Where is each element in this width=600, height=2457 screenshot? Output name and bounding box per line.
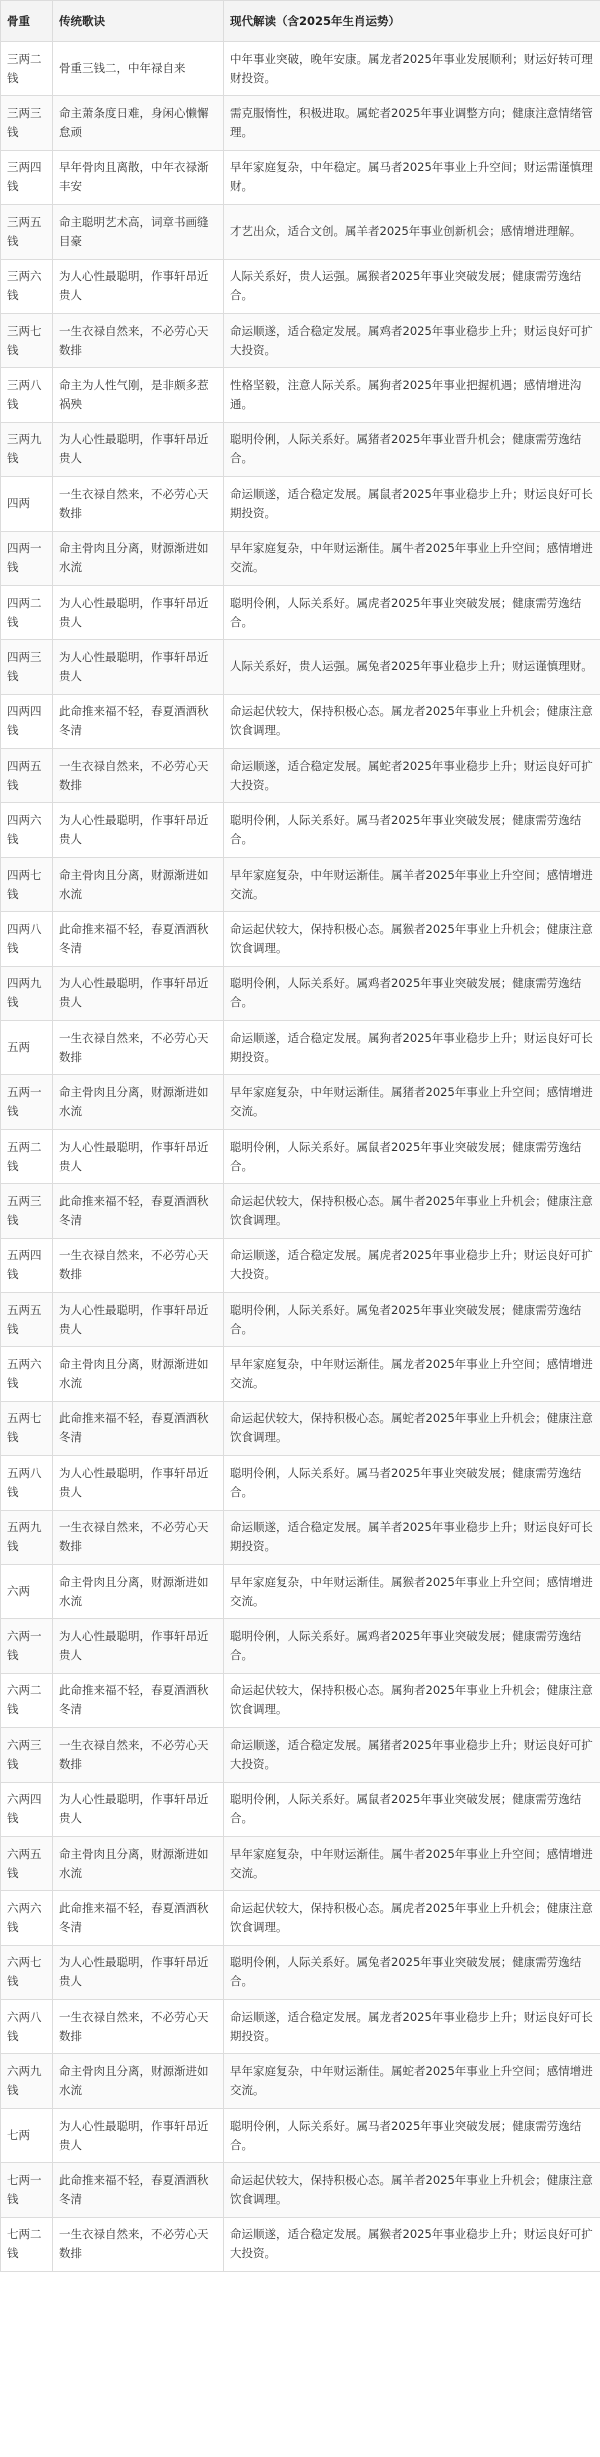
table-row (1, 150, 600, 204)
table-row (1, 1510, 600, 1564)
cell-bone-weight: 五两七钱 (1, 1401, 53, 1455)
table-row (1, 42, 600, 96)
cell-modern-interpretation: 早年家庭复杂，中年财运渐佳。属蛇者2025年事业上升空间；感情增进交流。 (224, 2054, 600, 2108)
cell-traditional-verse: 为人心性最聪明，作事轩昂近贵人 (53, 259, 224, 313)
table-row (1, 1836, 600, 1890)
cell-modern-interpretation: 命运顺遂，适合稳定发展。属鸡者2025年事业稳步上升；财运良好可扩大投资。 (224, 313, 600, 367)
cell-modern-interpretation: 命运起伏较大，保持积极心态。属虎者2025年事业上升机会；健康注意饮食调理。 (224, 1891, 600, 1945)
table-row (1, 96, 600, 150)
cell-traditional-verse: 一生衣禄自然来，不必劳心天数排 (53, 1238, 224, 1292)
table-body (1, 42, 600, 2272)
cell-traditional-verse: 此命推来福不轻，春夏酒酒秋冬清 (53, 2163, 224, 2217)
cell-modern-interpretation: 聪明伶俐，人际关系好。属鼠者2025年事业突破发展；健康需劳逸结合。 (224, 1782, 600, 1836)
cell-bone-weight: 五两 (1, 1021, 53, 1075)
cell-modern-interpretation: 命运顺遂，适合稳定发展。属龙者2025年事业稳步上升；财运良好可长期投资。 (224, 2000, 600, 2054)
cell-bone-weight: 三两五钱 (1, 205, 53, 259)
cell-traditional-verse: 命主骨肉且分离，财源渐进如水流 (53, 531, 224, 585)
cell-traditional-verse: 为人心性最聪明，作事轩昂近贵人 (53, 1292, 224, 1346)
cell-modern-interpretation: 早年家庭复杂，中年财运渐佳。属龙者2025年事业上升空间；感情增进交流。 (224, 1347, 600, 1401)
cell-modern-interpretation: 聪明伶俐，人际关系好。属鸡者2025年事业突破发展；健康需劳逸结合。 (224, 966, 600, 1020)
cell-traditional-verse: 命主骨肉且分离，财源渐进如水流 (53, 1347, 224, 1401)
cell-modern-interpretation: 聪明伶俐，人际关系好。属兔者2025年事业突破发展；健康需劳逸结合。 (224, 1292, 600, 1346)
cell-bone-weight: 四两一钱 (1, 531, 53, 585)
cell-modern-interpretation: 命运顺遂，适合稳定发展。属狗者2025年事业稳步上升；财运良好可长期投资。 (224, 1021, 600, 1075)
table-row (1, 1129, 600, 1183)
cell-traditional-verse: 为人心性最聪明，作事轩昂近贵人 (53, 1945, 224, 1999)
cell-traditional-verse: 此命推来福不轻，春夏酒酒秋冬清 (53, 1401, 224, 1455)
table-header (1, 1, 600, 42)
cell-modern-interpretation: 命运顺遂，适合稳定发展。属猪者2025年事业稳步上升；财运良好可扩大投资。 (224, 1728, 600, 1782)
cell-traditional-verse: 一生衣禄自然来，不必劳心天数排 (53, 477, 224, 531)
table-row (1, 422, 600, 476)
cell-modern-interpretation: 早年家庭复杂，中年财运渐佳。属牛者2025年事业上升空间；感情增进交流。 (224, 1836, 600, 1890)
cell-bone-weight: 五两八钱 (1, 1456, 53, 1510)
table-row (1, 1347, 600, 1401)
cell-traditional-verse: 为人心性最聪明，作事轩昂近贵人 (53, 803, 224, 857)
cell-traditional-verse: 一生衣禄自然来，不必劳心天数排 (53, 1728, 224, 1782)
table-row (1, 1619, 600, 1673)
cell-traditional-verse: 为人心性最聪明，作事轩昂近贵人 (53, 1456, 224, 1510)
cell-bone-weight: 四两五钱 (1, 749, 53, 803)
cell-bone-weight: 六两 (1, 1564, 53, 1618)
cell-modern-interpretation: 早年家庭复杂，中年财运渐佳。属猴者2025年事业上升空间；感情增进交流。 (224, 1564, 600, 1618)
table-row (1, 857, 600, 911)
cell-bone-weight: 六两七钱 (1, 1945, 53, 1999)
table-row (1, 1401, 600, 1455)
table-row (1, 1238, 600, 1292)
cell-traditional-verse: 命主骨肉且分离，财源渐进如水流 (53, 857, 224, 911)
cell-traditional-verse: 为人心性最聪明，作事轩昂近贵人 (53, 585, 224, 639)
cell-modern-interpretation: 聪明伶俐，人际关系好。属猪者2025年事业晋升机会；健康需劳逸结合。 (224, 422, 600, 476)
table-row (1, 640, 600, 694)
cell-modern-interpretation: 聪明伶俐，人际关系好。属马者2025年事业突破发展；健康需劳逸结合。 (224, 803, 600, 857)
cell-modern-interpretation: 人际关系好，贵人运强。属兔者2025年事业稳步上升；财运谨慎理财。 (224, 640, 600, 694)
header-row (1, 1, 600, 42)
cell-modern-interpretation: 命运顺遂，适合稳定发展。属羊者2025年事业稳步上升；财运良好可长期投资。 (224, 1510, 600, 1564)
table-row (1, 1782, 600, 1836)
table-row (1, 531, 600, 585)
cell-modern-interpretation: 早年家庭复杂，中年稳定。属马者2025年事业上升空间；财运需谨慎理财。 (224, 150, 600, 204)
cell-modern-interpretation: 命运顺遂，适合稳定发展。属猴者2025年事业稳步上升；财运良好可扩大投资。 (224, 2217, 600, 2271)
cell-bone-weight: 三两三钱 (1, 96, 53, 150)
cell-traditional-verse: 为人心性最聪明，作事轩昂近贵人 (53, 1619, 224, 1673)
cell-traditional-verse: 此命推来福不轻，春夏酒酒秋冬清 (53, 912, 224, 966)
cell-modern-interpretation: 聪明伶俐，人际关系好。属兔者2025年事业突破发展；健康需劳逸结合。 (224, 1945, 600, 1999)
cell-modern-interpretation: 性格坚毅，注意人际关系。属狗者2025年事业把握机遇；感情增进沟通。 (224, 368, 600, 422)
cell-traditional-verse: 命主萧条度日难，身闲心懒懈怠顽 (53, 96, 224, 150)
table-row (1, 1021, 600, 1075)
table-row (1, 2054, 600, 2108)
cell-bone-weight: 三两八钱 (1, 368, 53, 422)
cell-bone-weight: 七两二钱 (1, 2217, 53, 2271)
table-row (1, 1673, 600, 1727)
cell-traditional-verse: 为人心性最聪明，作事轩昂近贵人 (53, 422, 224, 476)
cell-modern-interpretation: 需克服惰性，积极进取。属蛇者2025年事业调整方向；健康注意情绪管理。 (224, 96, 600, 150)
cell-traditional-verse: 为人心性最聪明，作事轩昂近贵人 (53, 966, 224, 1020)
cell-traditional-verse: 命主骨肉且分离，财源渐进如水流 (53, 1075, 224, 1129)
cell-bone-weight: 六两二钱 (1, 1673, 53, 1727)
table-row (1, 1564, 600, 1618)
table-row (1, 477, 600, 531)
cell-bone-weight: 四两七钱 (1, 857, 53, 911)
cell-bone-weight: 五两三钱 (1, 1184, 53, 1238)
cell-traditional-verse: 早年骨肉且离散，中年衣禄渐丰安 (53, 150, 224, 204)
cell-traditional-verse: 此命推来福不轻，春夏酒酒秋冬清 (53, 694, 224, 748)
table-row (1, 912, 600, 966)
cell-bone-weight: 六两三钱 (1, 1728, 53, 1782)
table-row (1, 966, 600, 1020)
cell-traditional-verse: 为人心性最聪明，作事轩昂近贵人 (53, 2108, 224, 2162)
cell-bone-weight: 六两九钱 (1, 2054, 53, 2108)
cell-traditional-verse: 命主为人性气刚，是非颇多惹祸殃 (53, 368, 224, 422)
cell-bone-weight: 五两六钱 (1, 1347, 53, 1401)
cell-modern-interpretation: 聪明伶俐，人际关系好。属鸡者2025年事业突破发展；健康需劳逸结合。 (224, 1619, 600, 1673)
cell-modern-interpretation: 早年家庭复杂，中年财运渐佳。属羊者2025年事业上升空间；感情增进交流。 (224, 857, 600, 911)
table-row (1, 259, 600, 313)
cell-bone-weight: 三两二钱 (1, 42, 53, 96)
cell-traditional-verse: 命主骨肉且分离，财源渐进如水流 (53, 1564, 224, 1618)
cell-bone-weight: 六两八钱 (1, 2000, 53, 2054)
cell-bone-weight: 四两 (1, 477, 53, 531)
header-bone-weight: 骨重 (1, 1, 53, 42)
cell-modern-interpretation: 中年事业突破，晚年安康。属龙者2025年事业发展顺利；财运好转可理财投资。 (224, 42, 600, 96)
table-row (1, 1945, 600, 1999)
cell-bone-weight: 四两九钱 (1, 966, 53, 1020)
cell-bone-weight: 三两四钱 (1, 150, 53, 204)
table-row (1, 2163, 600, 2217)
table-row (1, 1075, 600, 1129)
cell-modern-interpretation: 命运顺遂，适合稳定发展。属蛇者2025年事业稳步上升；财运良好可扩大投资。 (224, 749, 600, 803)
cell-traditional-verse: 命主骨肉且分离，财源渐进如水流 (53, 1836, 224, 1890)
cell-traditional-verse: 一生衣禄自然来，不必劳心天数排 (53, 2000, 224, 2054)
cell-bone-weight: 五两四钱 (1, 1238, 53, 1292)
table-row (1, 585, 600, 639)
table-row (1, 1184, 600, 1238)
cell-traditional-verse: 一生衣禄自然来，不必劳心天数排 (53, 313, 224, 367)
cell-bone-weight: 七两 (1, 2108, 53, 2162)
table-row (1, 2108, 600, 2162)
cell-modern-interpretation: 才艺出众，适合文创。属羊者2025年事业创新机会；感情增进理解。 (224, 205, 600, 259)
cell-modern-interpretation: 命运顺遂，适合稳定发展。属鼠者2025年事业稳步上升；财运良好可长期投资。 (224, 477, 600, 531)
header-traditional-verse: 传统歌诀 (53, 1, 224, 42)
cell-bone-weight: 三两七钱 (1, 313, 53, 367)
cell-modern-interpretation: 命运起伏较大，保持积极心态。属蛇者2025年事业上升机会；健康注意饮食调理。 (224, 1401, 600, 1455)
cell-bone-weight: 六两四钱 (1, 1782, 53, 1836)
cell-bone-weight: 四两六钱 (1, 803, 53, 857)
cell-bone-weight: 五两一钱 (1, 1075, 53, 1129)
table-row (1, 313, 600, 367)
cell-traditional-verse: 命主聪明艺术高，词章书画缝目豪 (53, 205, 224, 259)
cell-bone-weight: 三两六钱 (1, 259, 53, 313)
cell-traditional-verse: 此命推来福不轻，春夏酒酒秋冬清 (53, 1184, 224, 1238)
cell-traditional-verse: 为人心性最聪明，作事轩昂近贵人 (53, 640, 224, 694)
table-row (1, 205, 600, 259)
cell-modern-interpretation: 人际关系好，贵人运强。属猴者2025年事业突破发展；健康需劳逸结合。 (224, 259, 600, 313)
cell-traditional-verse: 此命推来福不轻，春夏酒酒秋冬清 (53, 1673, 224, 1727)
table-row (1, 2000, 600, 2054)
cell-modern-interpretation: 聪明伶俐，人际关系好。属鼠者2025年事业突破发展；健康需劳逸结合。 (224, 1129, 600, 1183)
table-row (1, 694, 600, 748)
cell-bone-weight: 四两八钱 (1, 912, 53, 966)
cell-traditional-verse: 命主骨肉且分离，财源渐进如水流 (53, 2054, 224, 2108)
cell-bone-weight: 五两五钱 (1, 1292, 53, 1346)
cell-modern-interpretation: 命运顺遂，适合稳定发展。属虎者2025年事业稳步上升；财运良好可扩大投资。 (224, 1238, 600, 1292)
table-row (1, 1292, 600, 1346)
cell-bone-weight: 三两九钱 (1, 422, 53, 476)
cell-traditional-verse: 一生衣禄自然来，不必劳心天数排 (53, 1510, 224, 1564)
table-row (1, 368, 600, 422)
cell-bone-weight: 四两四钱 (1, 694, 53, 748)
cell-modern-interpretation: 聪明伶俐，人际关系好。属马者2025年事业突破发展；健康需劳逸结合。 (224, 2108, 600, 2162)
table-row (1, 2217, 600, 2271)
cell-traditional-verse: 一生衣禄自然来，不必劳心天数排 (53, 2217, 224, 2271)
cell-traditional-verse: 为人心性最聪明，作事轩昂近贵人 (53, 1129, 224, 1183)
table-row (1, 1728, 600, 1782)
cell-traditional-verse: 为人心性最聪明，作事轩昂近贵人 (53, 1782, 224, 1836)
cell-traditional-verse: 一生衣禄自然来，不必劳心天数排 (53, 1021, 224, 1075)
table-row (1, 803, 600, 857)
cell-bone-weight: 六两一钱 (1, 1619, 53, 1673)
cell-bone-weight: 四两二钱 (1, 585, 53, 639)
cell-modern-interpretation: 命运起伏较大，保持积极心态。属牛者2025年事业上升机会；健康注意饮食调理。 (224, 1184, 600, 1238)
table-row (1, 1456, 600, 1510)
cell-bone-weight: 六两五钱 (1, 1836, 53, 1890)
cell-modern-interpretation: 命运起伏较大，保持积极心态。属狗者2025年事业上升机会；健康注意饮食调理。 (224, 1673, 600, 1727)
cell-modern-interpretation: 聪明伶俐，人际关系好。属马者2025年事业突破发展；健康需劳逸结合。 (224, 1456, 600, 1510)
cell-modern-interpretation: 聪明伶俐，人际关系好。属虎者2025年事业突破发展；健康需劳逸结合。 (224, 585, 600, 639)
cell-bone-weight: 六两六钱 (1, 1891, 53, 1945)
cell-traditional-verse: 骨重三钱二，中年禄自来 (53, 42, 224, 96)
header-modern-interpretation: 现代解读（含2025年生肖运势） (224, 1, 600, 42)
cell-bone-weight: 五两九钱 (1, 1510, 53, 1564)
table-row (1, 749, 600, 803)
cell-modern-interpretation: 命运起伏较大，保持积极心态。属猴者2025年事业上升机会；健康注意饮食调理。 (224, 912, 600, 966)
cell-modern-interpretation: 命运起伏较大，保持积极心态。属羊者2025年事业上升机会；健康注意饮食调理。 (224, 2163, 600, 2217)
table-row (1, 1891, 600, 1945)
cell-modern-interpretation: 早年家庭复杂，中年财运渐佳。属牛者2025年事业上升空间；感情增进交流。 (224, 531, 600, 585)
cell-bone-weight: 四两三钱 (1, 640, 53, 694)
cell-bone-weight: 五两二钱 (1, 1129, 53, 1183)
cell-modern-interpretation: 命运起伏较大，保持积极心态。属龙者2025年事业上升机会；健康注意饮食调理。 (224, 694, 600, 748)
cell-bone-weight: 七两一钱 (1, 2163, 53, 2217)
cell-traditional-verse: 此命推来福不轻，春夏酒酒秋冬清 (53, 1891, 224, 1945)
cell-traditional-verse: 一生衣禄自然来，不必劳心天数排 (53, 749, 224, 803)
cell-modern-interpretation: 早年家庭复杂，中年财运渐佳。属猪者2025年事业上升空间；感情增进交流。 (224, 1075, 600, 1129)
